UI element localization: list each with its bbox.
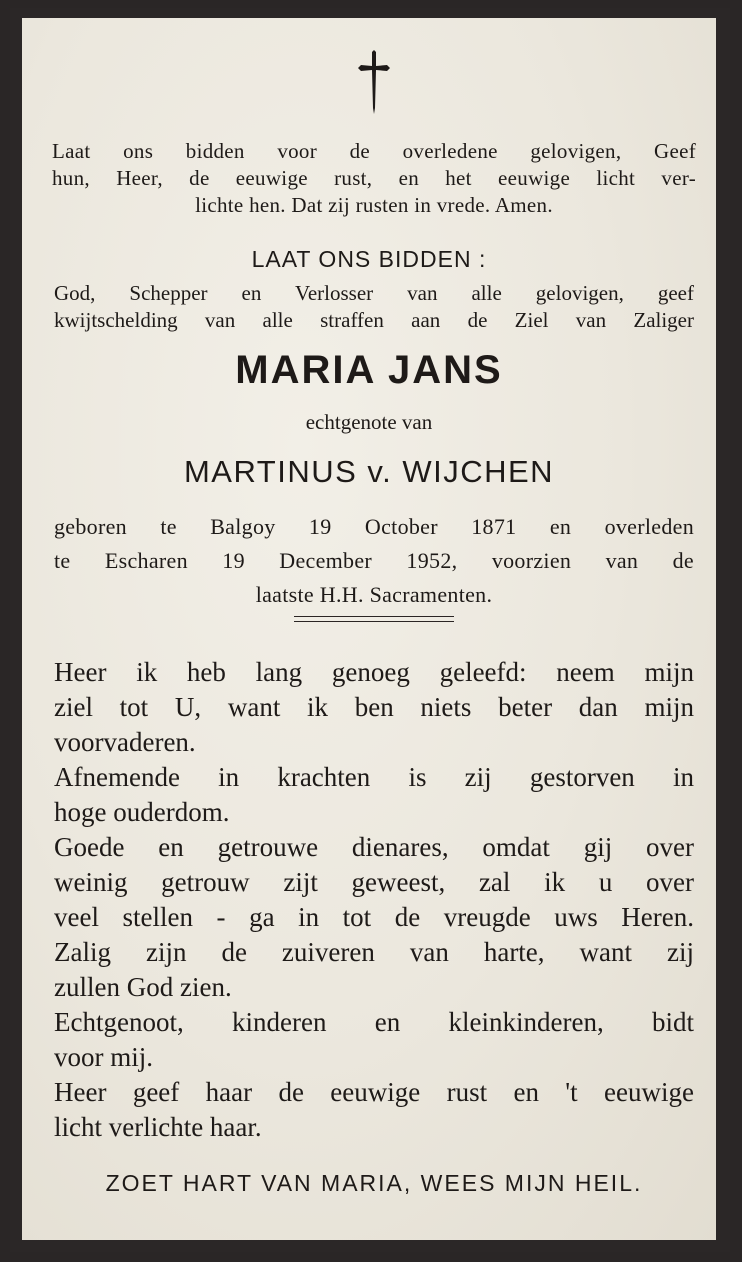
opening-prayer-line: lichte hen. Dat zij rusten in vrede. Amen. bbox=[195, 193, 553, 217]
verse-line: Heer ik heb lang genoeg geleefd: neem mijn bbox=[54, 657, 694, 687]
relation-label: echtgenote van bbox=[305, 410, 433, 434]
prayer-text-line: kwijtschelding van alle straffen aan de Ziel van Zaliger bbox=[54, 308, 694, 332]
verse-line: Echtgenoot, kinderen en kleinkinderen, bidt bbox=[54, 1007, 694, 1037]
verse-line: Zalig zijn de zuiveren van harte, want zij bbox=[54, 937, 694, 967]
prayer-text-line: God, Schepper en Verlosser van alle gelovigen, geef bbox=[54, 281, 694, 305]
life-details-line: te Escharen 19 December 1952, voorzien van de bbox=[54, 548, 694, 573]
divider-line bbox=[294, 616, 454, 617]
prayer-heading: LAAT ONS BIDDEN : bbox=[251, 246, 487, 272]
verse-line: veel stellen - ga in tot de vreugde uws Heren. bbox=[54, 902, 694, 932]
life-details-line: geboren te Balgoy 19 October 1871 en overleden bbox=[54, 514, 694, 539]
verse-line: zullen God zien. bbox=[54, 972, 232, 1002]
motto: ZOET HART VAN MARIA, WEES MIJN HEIL. bbox=[105, 1170, 643, 1196]
verse-line: Goede en getrouwe dienares, omdat gij over bbox=[54, 832, 694, 862]
verses-block bbox=[54, 655, 694, 1145]
life-details bbox=[54, 510, 694, 612]
memorial-card bbox=[10, 8, 730, 1252]
opening-prayer bbox=[52, 138, 696, 219]
life-details-line: laatste H.H. Sacramenten. bbox=[255, 582, 493, 607]
opening-prayer-line: hun, Heer, de eeuwige rust, en het eeuwige licht ver- bbox=[52, 166, 696, 190]
verse-line: voor mij. bbox=[54, 1042, 153, 1072]
prayer-text bbox=[54, 280, 694, 334]
verse-line: voorvaderen. bbox=[54, 727, 196, 757]
verse-line: ziel tot U, want ik ben niets beter dan mijn bbox=[54, 692, 694, 722]
latin-cross-icon bbox=[354, 48, 394, 118]
verse-line: Heer geef haar de eeuwige rust en 't eeuwige bbox=[54, 1077, 694, 1107]
spouse-name: MARTINUS v. WIJCHEN bbox=[183, 454, 555, 489]
verse-line: hoge ouderdom. bbox=[54, 797, 230, 827]
verse-line: licht verlichte haar. bbox=[54, 1112, 262, 1142]
deceased-name: MARIA JANS bbox=[235, 348, 503, 392]
opening-prayer-line: Laat ons bidden voor de overledene gelovigen, Geef bbox=[52, 139, 696, 163]
verse-line: Afnemende in krachten is zij gestorven in bbox=[54, 762, 694, 792]
divider-line bbox=[294, 621, 454, 622]
card-paper bbox=[22, 18, 716, 1240]
verse-line: weinig getrouw zijt geweest, zal ik u over bbox=[54, 867, 694, 897]
